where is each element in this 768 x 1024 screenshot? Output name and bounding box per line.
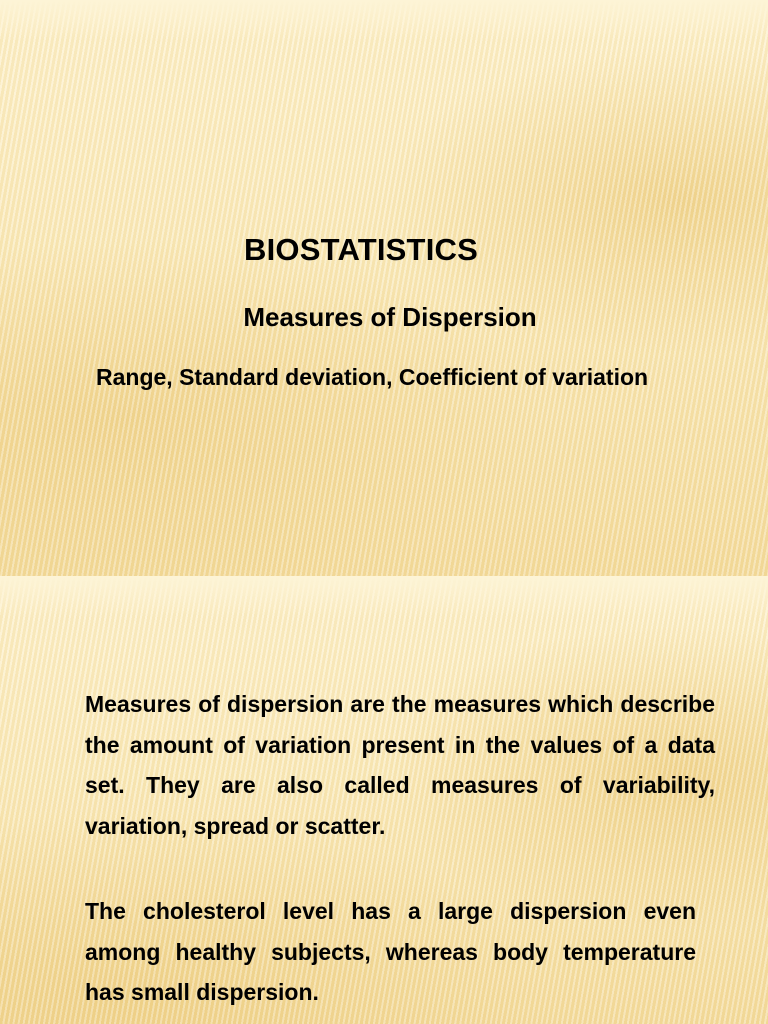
example-paragraph: The cholesterol level has a large dispersion even among healthy subjects, whereas body temperature has small dispersion.	[85, 898, 696, 1005]
definition-paragraph: Measures of dispersion are the measures which describe the amount of variation present in the values of a data set. They are also called measures of variability, variation, spread or scatter.	[85, 691, 715, 839]
content-slide	[0, 576, 768, 1024]
slide-title: BIOSTATISTICS	[244, 232, 478, 267]
slide-subtitle: Measures of Dispersion	[243, 302, 537, 332]
slide-topics: Range, Standard deviation, Coefficient of variation	[96, 364, 649, 390]
